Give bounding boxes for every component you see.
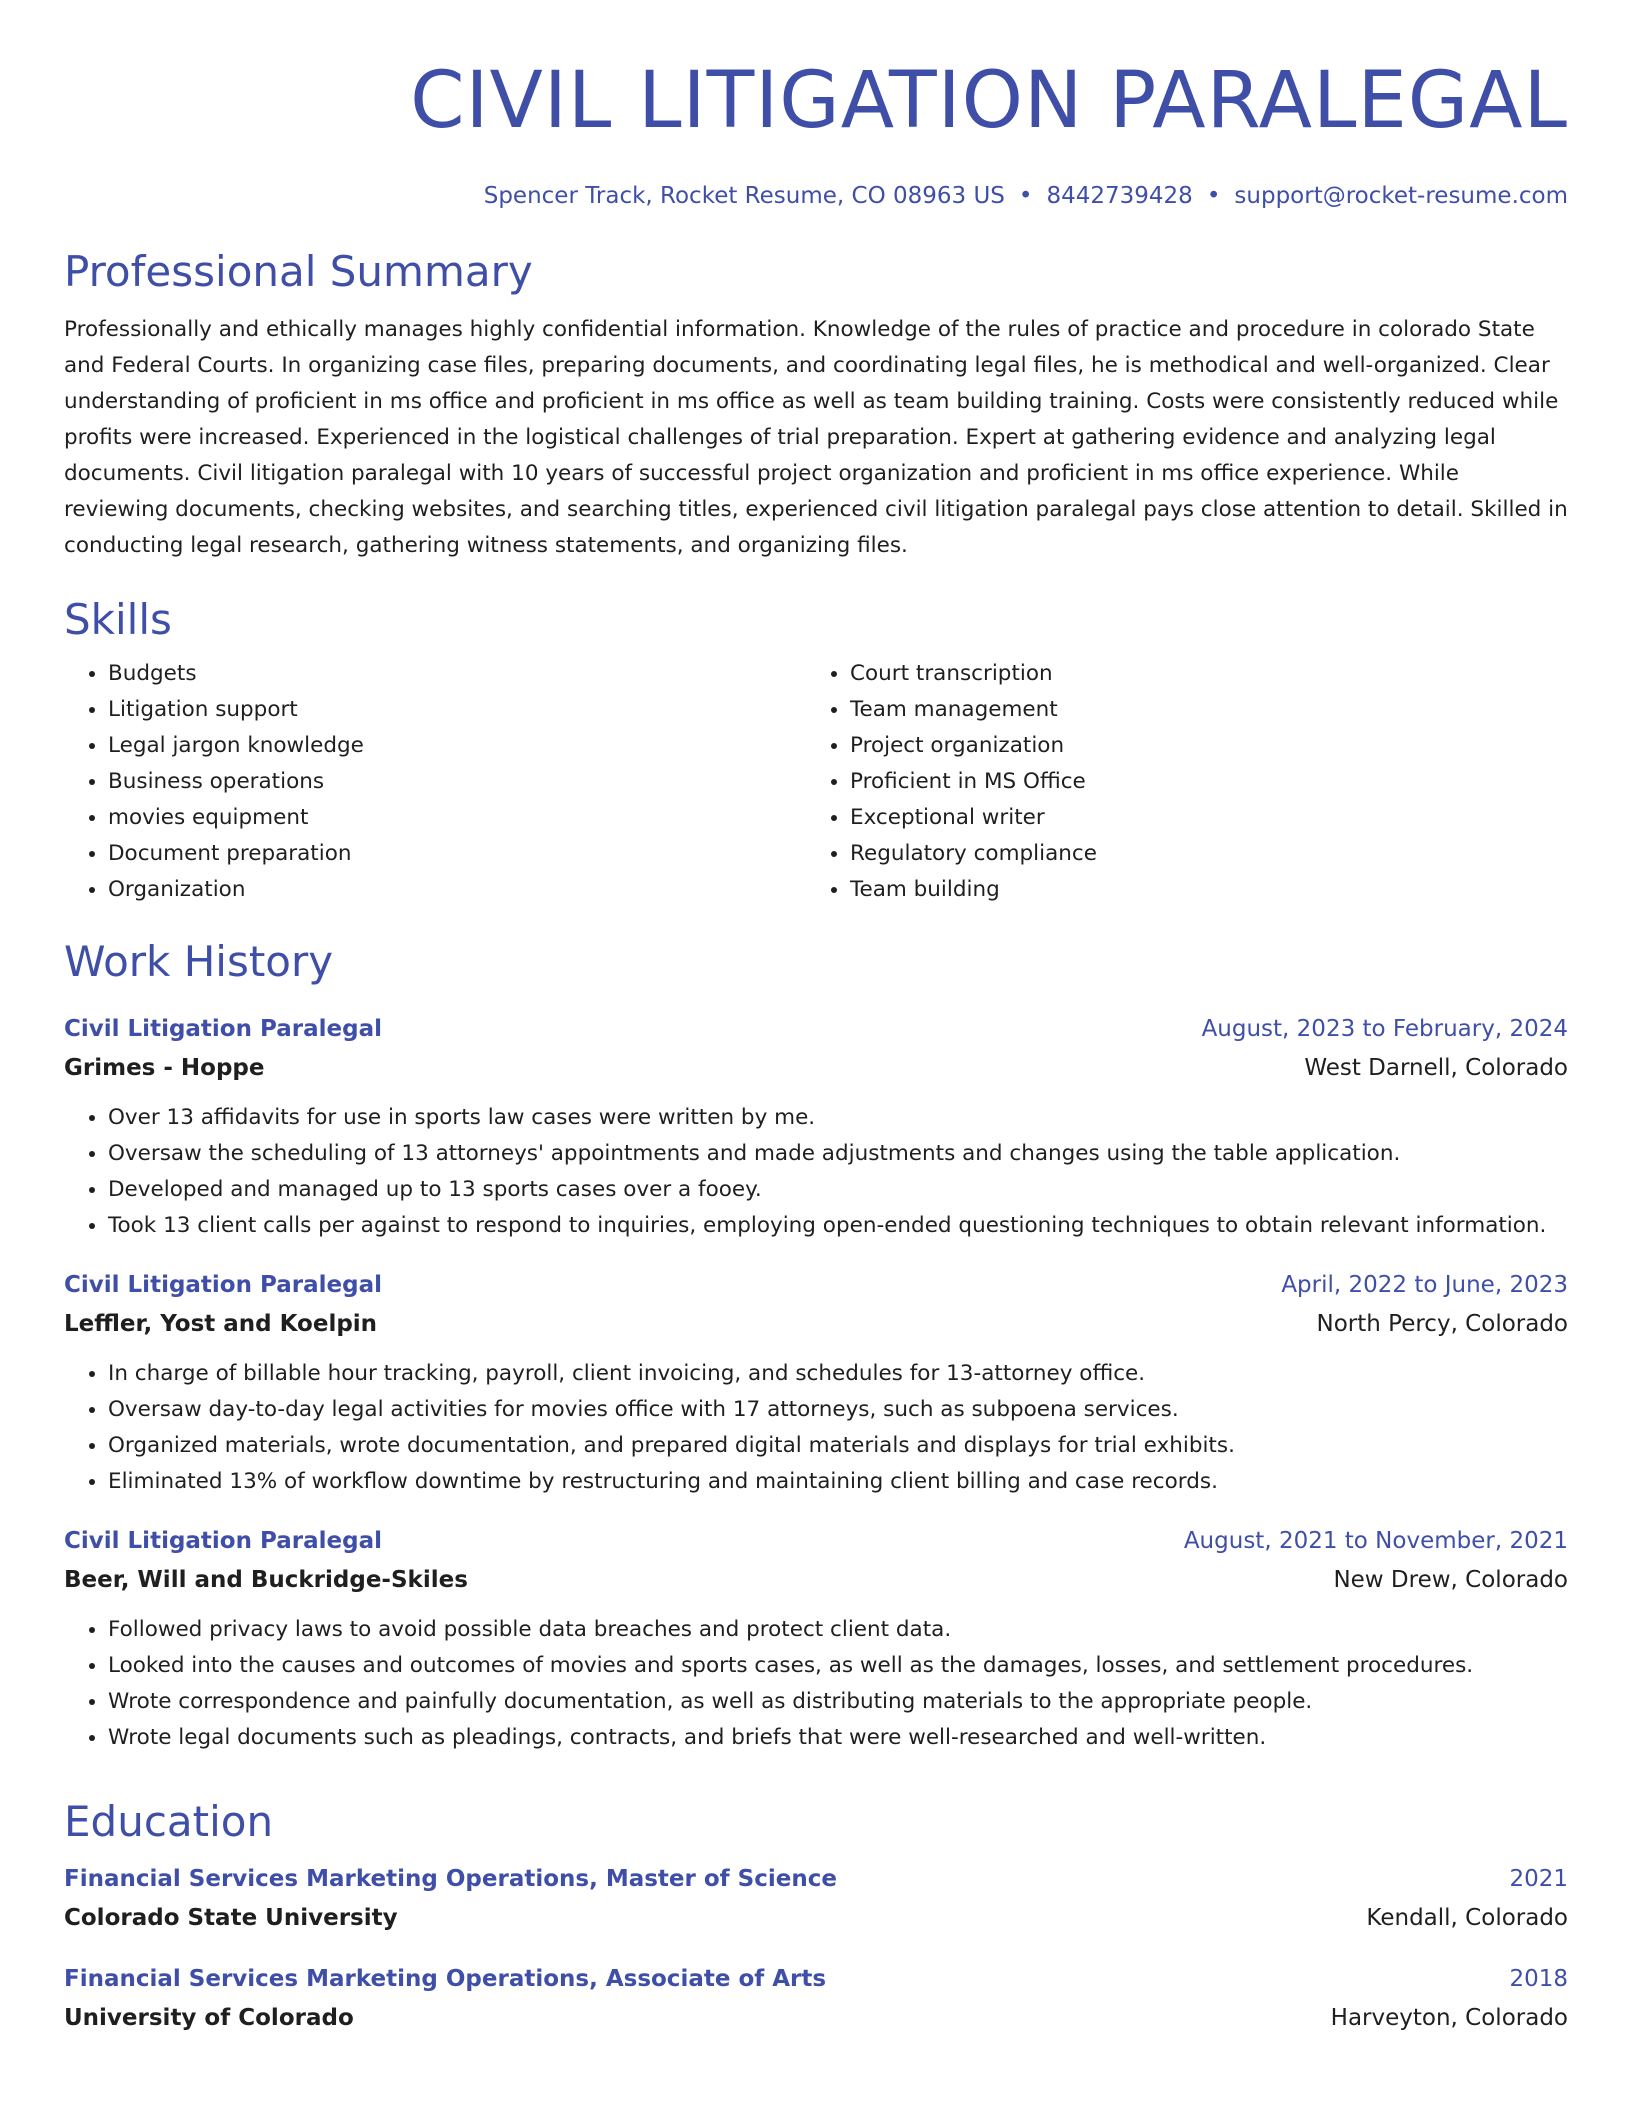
skill-item: • Project organization xyxy=(850,728,1548,764)
job-subheader xyxy=(64,1561,1568,1600)
skill-item: • Document preparation xyxy=(108,836,806,872)
job-bullet: • In charge of billable hour tracking, payroll, client invoicing, and schedules for 13-attorney office. xyxy=(108,1356,1568,1392)
job-header xyxy=(64,1266,1568,1305)
education-degree: Financial Services Marketing Operations, Associate of Arts xyxy=(64,1966,827,1992)
contact-separator: • xyxy=(1018,183,1033,209)
job-bullet: • Wrote legal documents such as pleadings, contracts, and briefs that were well-researched and well-written. xyxy=(108,1720,1568,1756)
job-bullet: • Followed privacy laws to avoid possible data breaches and protect client data. xyxy=(108,1612,1568,1648)
contact-line xyxy=(64,180,1568,212)
job-location: North Percy, Colorado xyxy=(1316,1311,1568,1337)
contact-address: Spencer Track, Rocket Resume, CO 08963 US xyxy=(483,183,1005,209)
summary-text: Professionally and ethically manages highly confidential information. Knowledge of the rules of practice and procedure in colorado State and Federal Courts. In organizing case files, preparing documents, and coordinating legal files, he is methodical and well-organized. Clear understanding of proficient in ms office and proficient in ms office as well as team building training. Costs were consistently reduced while profits were increased. Experienced in the logistical challenges of trial preparation. Expert at gathering evidence and analyzing legal documents. Civil litigation paralegal with 10 years of successful project organization and proficient in ms office experience. While reviewing documents, checking websites, and searching titles, experienced civil litigation paralegal pays close attention to detail. Skilled in conducting legal research, gathering witness statements, and organizing files. xyxy=(64,317,1568,558)
job-bullets xyxy=(64,1356,1568,1500)
skill-item: • Court transcription xyxy=(850,656,1548,692)
job-company: Leffler, Yost and Koelpin xyxy=(64,1311,378,1337)
skill-item: • Regulatory compliance xyxy=(850,836,1548,872)
skills-columns xyxy=(64,656,1568,908)
job-bullet: • Eliminated 13% of workflow downtime by restructuring and maintaining client billing and case records. xyxy=(108,1464,1568,1500)
education-year: 2018 xyxy=(1509,1966,1568,1992)
education-entry xyxy=(64,1860,1568,1938)
education-year: 2021 xyxy=(1509,1866,1568,1892)
job-location: New Drew, Colorado xyxy=(1333,1567,1568,1593)
skills-left-list xyxy=(64,656,806,908)
job-subheader xyxy=(64,1305,1568,1344)
summary-heading: Professional Summary xyxy=(64,247,533,296)
skill-item: • Organization xyxy=(108,872,806,908)
job-dates: August, 2023 to February, 2024 xyxy=(1201,1016,1568,1042)
contact-phone: 8442739428 xyxy=(1046,183,1193,209)
job-role: Civil Litigation Paralegal xyxy=(64,1016,382,1042)
education-location: Kendall, Colorado xyxy=(1366,1905,1568,1931)
job-bullets xyxy=(64,1612,1568,1756)
job-entry xyxy=(64,1266,1568,1500)
skill-item: • Business operations xyxy=(108,764,806,800)
education-heading: Education xyxy=(64,1797,274,1846)
job-entry xyxy=(64,1522,1568,1756)
education-subheader xyxy=(64,1899,1568,1938)
job-dates: April, 2022 to June, 2023 xyxy=(1281,1272,1568,1298)
skill-item: • Team building xyxy=(850,872,1548,908)
education-entry xyxy=(64,1960,1568,2038)
job-bullet: • Organized materials, wrote documentation, and prepared digital materials and displays for trial exhibits. xyxy=(108,1428,1568,1464)
resume-title: CIVIL LITIGATION PARALEGAL xyxy=(410,56,1568,146)
education-degree: Financial Services Marketing Operations, Master of Science xyxy=(64,1866,837,1892)
education-school: University of Colorado xyxy=(64,2005,354,2031)
job-location: West Darnell, Colorado xyxy=(1304,1055,1568,1081)
skill-item: • Litigation support xyxy=(108,692,806,728)
job-subheader xyxy=(64,1049,1568,1088)
contact-separator: • xyxy=(1206,183,1221,209)
job-bullet: • Over 13 affidavits for use in sports law cases were written by me. xyxy=(108,1100,1568,1136)
education-school: Colorado State University xyxy=(64,1905,398,1931)
job-bullets xyxy=(64,1100,1568,1244)
skills-right-list xyxy=(806,656,1548,908)
skill-item: • Team management xyxy=(850,692,1548,728)
job-header xyxy=(64,1010,1568,1049)
skill-item: • Exceptional writer xyxy=(850,800,1548,836)
education-header xyxy=(64,1960,1568,1999)
job-entry xyxy=(64,1010,1568,1244)
job-header xyxy=(64,1522,1568,1561)
job-bullet: • Looked into the causes and outcomes of movies and sports cases, as well as the damages, losses, and settlement procedures. xyxy=(108,1648,1568,1684)
job-bullet: • Oversaw day-to-day legal activities for movies office with 17 attorneys, such as subpoena services. xyxy=(108,1392,1568,1428)
education-location: Harveyton, Colorado xyxy=(1330,2005,1568,2031)
contact-email: support@rocket-resume.com xyxy=(1234,183,1568,209)
job-bullet: • Developed and managed up to 13 sports cases over a fooey. xyxy=(108,1172,1568,1208)
job-company: Grimes - Hoppe xyxy=(64,1055,265,1081)
job-company: Beer, Will and Buckridge-Skiles xyxy=(64,1567,468,1593)
job-role: Civil Litigation Paralegal xyxy=(64,1528,382,1554)
job-role: Civil Litigation Paralegal xyxy=(64,1272,382,1298)
job-bullet: • Oversaw the scheduling of 13 attorneys' appointments and made adjustments and changes using the table application. xyxy=(108,1136,1568,1172)
education-header xyxy=(64,1860,1568,1899)
education-subheader xyxy=(64,1999,1568,2038)
skill-item: • Budgets xyxy=(108,656,806,692)
job-dates: August, 2021 to November, 2021 xyxy=(1183,1528,1568,1554)
skill-item: • movies equipment xyxy=(108,800,806,836)
job-bullet: • Took 13 client calls per against to respond to inquiries, employing open-ended questioning techniques to obtain relevant information. xyxy=(108,1208,1568,1244)
skills-heading: Skills xyxy=(64,595,172,644)
skill-item: • Proficient in MS Office xyxy=(850,764,1548,800)
work-history-heading: Work History xyxy=(64,937,334,986)
skill-item: • Legal jargon knowledge xyxy=(108,728,806,764)
job-bullet: • Wrote correspondence and painfully documentation, as well as distributing materials to the appropriate people. xyxy=(108,1684,1568,1720)
